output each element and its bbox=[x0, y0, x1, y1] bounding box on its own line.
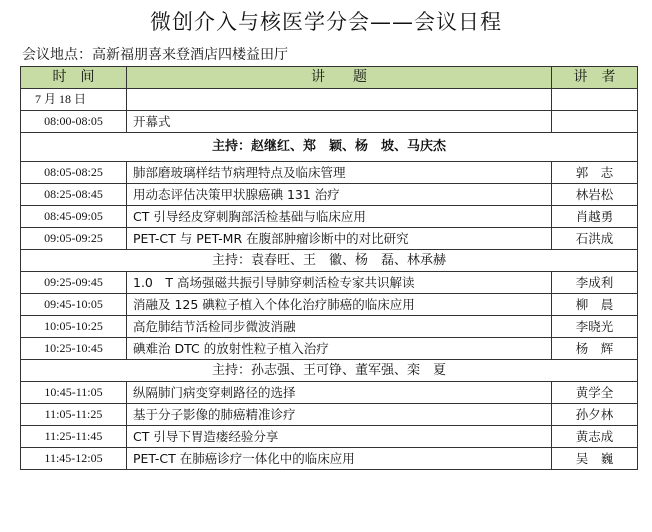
opening-row bbox=[21, 111, 638, 133]
time-cell: 08:05-08:25 bbox=[21, 162, 127, 184]
topic-cell: 基于分子影像的肺癌精准诊疗 bbox=[127, 404, 552, 426]
session-host: 主持：袁春旺、王 徽、杨 磊、林承赫 bbox=[21, 250, 638, 272]
speaker-cell: 吴 巍 bbox=[552, 448, 638, 470]
time-cell: 10:25-10:45 bbox=[21, 338, 127, 360]
topic-cell: 开幕式 bbox=[127, 111, 552, 133]
time-cell: 10:05-10:25 bbox=[21, 316, 127, 338]
talk-row bbox=[21, 338, 638, 360]
topic-cell: CT 引导下胃造瘘经验分享 bbox=[127, 426, 552, 448]
speaker-cell: 郭 志 bbox=[552, 162, 638, 184]
time-cell: 11:05-11:25 bbox=[21, 404, 127, 426]
talk-row bbox=[21, 448, 638, 470]
topic-cell: 高危肺结节活检同步微波消融 bbox=[127, 316, 552, 338]
talk-row bbox=[21, 404, 638, 426]
header-topic: 讲 题 bbox=[127, 67, 552, 89]
talk-row bbox=[21, 294, 638, 316]
time-cell: 11:25-11:45 bbox=[21, 426, 127, 448]
session-host: 主持：孙志强、王可铮、董军强、栾 夏 bbox=[21, 360, 638, 382]
speaker-cell: 肖越勇 bbox=[552, 206, 638, 228]
speaker-cell bbox=[552, 111, 638, 133]
session-host-row bbox=[21, 250, 638, 272]
topic-cell: PET-CT 与 PET-MR 在腹部肿瘤诊断中的对比研究 bbox=[127, 228, 552, 250]
time-cell: 09:25-09:45 bbox=[21, 272, 127, 294]
schedule-table bbox=[20, 66, 638, 470]
header-row bbox=[21, 67, 638, 89]
time-cell: 08:00-08:05 bbox=[21, 111, 127, 133]
date-row bbox=[21, 89, 638, 111]
topic-cell: 纵隔肺门病变穿刺路径的选择 bbox=[127, 382, 552, 404]
topic-cell: CT 引导经皮穿刺胸部活检基础与临床应用 bbox=[127, 206, 552, 228]
topic-cell: 肺部磨玻璃样结节病理特点及临床管理 bbox=[127, 162, 552, 184]
session-host-row bbox=[21, 133, 638, 162]
topic-cell: PET-CT 在肺癌诊疗一体化中的临床应用 bbox=[127, 448, 552, 470]
talk-row bbox=[21, 206, 638, 228]
speaker-cell: 孙夕林 bbox=[552, 404, 638, 426]
date-empty-topic bbox=[127, 89, 552, 111]
topic-cell: 用动态评估决策甲状腺癌碘 131 治疗 bbox=[127, 184, 552, 206]
talk-row bbox=[21, 426, 638, 448]
speaker-cell: 林岩松 bbox=[552, 184, 638, 206]
talk-row bbox=[21, 382, 638, 404]
time-cell: 08:25-08:45 bbox=[21, 184, 127, 206]
talk-row bbox=[21, 228, 638, 250]
speaker-cell: 李晓光 bbox=[552, 316, 638, 338]
speaker-cell: 石洪成 bbox=[552, 228, 638, 250]
date-cell: 7 月 18 日 bbox=[21, 89, 127, 111]
topic-cell: 碘难治 DTC 的放射性粒子植入治疗 bbox=[127, 338, 552, 360]
time-cell: 09:45-10:05 bbox=[21, 294, 127, 316]
speaker-cell: 杨 辉 bbox=[552, 338, 638, 360]
talk-row bbox=[21, 162, 638, 184]
speaker-cell: 柳 晨 bbox=[552, 294, 638, 316]
header-time: 时 间 bbox=[21, 67, 127, 89]
talk-row bbox=[21, 184, 638, 206]
speaker-cell: 李成利 bbox=[552, 272, 638, 294]
venue-line: 会议地点：高新福朋喜来登酒店四楼益田厅 bbox=[22, 47, 288, 63]
talk-row bbox=[21, 272, 638, 294]
time-cell: 11:45-12:05 bbox=[21, 448, 127, 470]
topic-cell: 1.0 T 高场强磁共振引导肺穿刺活检专家共识解读 bbox=[127, 272, 552, 294]
speaker-cell: 黄志成 bbox=[552, 426, 638, 448]
time-cell: 09:05-09:25 bbox=[21, 228, 127, 250]
talk-row bbox=[21, 316, 638, 338]
speaker-cell: 黄学全 bbox=[552, 382, 638, 404]
time-cell: 08:45-09:05 bbox=[21, 206, 127, 228]
page-title: 微创介入与核医学分会——会议日程 bbox=[150, 10, 502, 34]
time-cell: 10:45-11:05 bbox=[21, 382, 127, 404]
date-empty-speaker bbox=[552, 89, 638, 111]
session-host-row bbox=[21, 360, 638, 382]
session-host: 主持：赵继红、郑 颖、杨 坡、马庆杰 bbox=[21, 133, 638, 162]
topic-cell: 消融及 125 碘粒子植入个体化治疗肺癌的临床应用 bbox=[127, 294, 552, 316]
header-speaker: 讲 者 bbox=[552, 67, 638, 89]
